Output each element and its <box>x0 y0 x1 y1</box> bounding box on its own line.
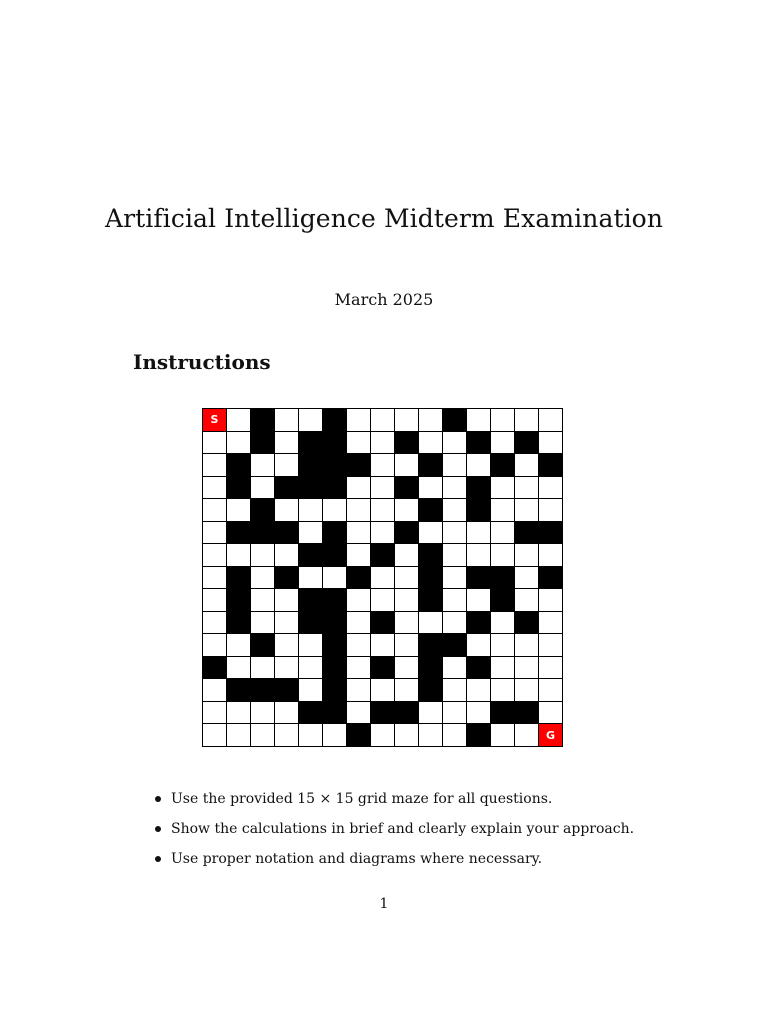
maze-wall-cell <box>419 589 443 612</box>
maze-open-cell <box>443 544 467 567</box>
maze-wall-cell <box>227 567 251 590</box>
document-date: March 2025 <box>334 290 434 309</box>
maze-open-cell <box>203 702 227 725</box>
maze-wall-cell <box>323 634 347 657</box>
maze-open-cell <box>299 567 323 590</box>
maze-grid <box>202 408 563 747</box>
maze-open-cell <box>251 612 275 635</box>
maze-open-cell <box>299 724 323 747</box>
maze-open-cell <box>227 409 251 432</box>
instruction-text: Show the calculations in brief and clearly explain your approach. <box>171 821 635 837</box>
maze-open-cell <box>491 679 515 702</box>
maze-open-cell <box>443 679 467 702</box>
maze-open-cell <box>395 657 419 680</box>
maze-wall-cell <box>275 522 299 545</box>
maze-wall-cell <box>323 454 347 477</box>
instruction-text: Use the provided 15 × 15 grid maze for all questions. <box>171 791 553 807</box>
maze-open-cell <box>443 432 467 455</box>
maze-wall-cell <box>251 499 275 522</box>
section-heading-instructions: Instructions <box>133 350 271 374</box>
maze-open-cell <box>395 454 419 477</box>
maze-open-cell <box>275 589 299 612</box>
maze-wall-cell <box>251 679 275 702</box>
maze-open-cell <box>299 679 323 702</box>
maze-wall-cell <box>491 454 515 477</box>
maze-wall-cell <box>323 522 347 545</box>
maze-open-cell <box>251 724 275 747</box>
maze-open-cell <box>395 612 419 635</box>
maze-open-cell <box>371 567 395 590</box>
maze-open-cell <box>443 702 467 725</box>
maze-open-cell <box>347 702 371 725</box>
maze-open-cell <box>371 634 395 657</box>
maze-open-cell <box>443 499 467 522</box>
maze-open-cell <box>275 702 299 725</box>
maze-wall-cell <box>491 567 515 590</box>
maze-open-cell <box>467 679 491 702</box>
maze-open-cell <box>347 432 371 455</box>
maze-wall-cell <box>467 657 491 680</box>
maze-goal-cell: G <box>539 724 563 747</box>
maze-open-cell <box>227 499 251 522</box>
maze-open-cell <box>467 589 491 612</box>
maze-open-cell <box>491 544 515 567</box>
maze-wall-cell <box>227 454 251 477</box>
maze-open-cell <box>395 499 419 522</box>
maze-wall-cell <box>419 544 443 567</box>
maze-wall-cell <box>347 454 371 477</box>
maze-open-cell <box>371 409 395 432</box>
maze-open-cell <box>515 589 539 612</box>
maze-wall-cell <box>467 612 491 635</box>
maze-open-cell <box>491 634 515 657</box>
maze-wall-cell <box>515 522 539 545</box>
maze-wall-cell <box>299 432 323 455</box>
maze-start-cell: S <box>203 409 227 432</box>
maze-wall-cell <box>227 679 251 702</box>
maze-wall-cell <box>275 679 299 702</box>
maze-open-cell <box>515 477 539 500</box>
maze-open-cell <box>395 634 419 657</box>
maze-open-cell <box>203 544 227 567</box>
maze-open-cell <box>203 454 227 477</box>
maze-open-cell <box>515 724 539 747</box>
maze-open-cell <box>251 702 275 725</box>
maze-open-cell <box>467 634 491 657</box>
maze-open-cell <box>347 657 371 680</box>
maze-open-cell <box>299 657 323 680</box>
maze-open-cell <box>371 589 395 612</box>
maze-wall-cell <box>539 522 563 545</box>
maze-wall-cell <box>251 432 275 455</box>
maze-open-cell <box>515 567 539 590</box>
instruction-item <box>153 788 634 818</box>
maze-open-cell <box>203 612 227 635</box>
maze-wall-cell <box>467 499 491 522</box>
maze-open-cell <box>371 454 395 477</box>
maze-open-cell <box>539 477 563 500</box>
maze-open-cell <box>539 634 563 657</box>
maze-wall-cell <box>539 454 563 477</box>
maze-wall-cell <box>395 522 419 545</box>
maze-wall-cell <box>395 702 419 725</box>
maze-open-cell <box>491 432 515 455</box>
maze-open-cell <box>371 724 395 747</box>
maze-wall-cell <box>323 432 347 455</box>
maze-wall-cell <box>515 432 539 455</box>
maze-open-cell <box>299 499 323 522</box>
maze-open-cell <box>515 409 539 432</box>
maze-open-cell <box>539 679 563 702</box>
maze-wall-cell <box>323 409 347 432</box>
maze-open-cell <box>395 409 419 432</box>
maze-wall-cell <box>227 477 251 500</box>
maze-wall-cell <box>323 702 347 725</box>
maze-wall-cell <box>299 589 323 612</box>
maze-open-cell <box>347 477 371 500</box>
maze-open-cell <box>299 634 323 657</box>
maze-open-cell <box>323 567 347 590</box>
maze-open-cell <box>275 657 299 680</box>
maze-wall-cell <box>299 702 323 725</box>
maze-open-cell <box>443 477 467 500</box>
maze-open-cell <box>443 612 467 635</box>
maze-open-cell <box>203 432 227 455</box>
maze-wall-cell <box>299 612 323 635</box>
maze-wall-cell <box>227 612 251 635</box>
bullet-icon <box>155 826 161 832</box>
maze-open-cell <box>251 544 275 567</box>
maze-open-cell <box>491 612 515 635</box>
maze-open-cell <box>443 657 467 680</box>
maze-wall-cell <box>323 589 347 612</box>
maze-open-cell <box>443 589 467 612</box>
instruction-item <box>153 848 634 878</box>
maze-wall-cell <box>419 679 443 702</box>
maze-wall-cell <box>467 432 491 455</box>
maze-open-cell <box>251 657 275 680</box>
maze-open-cell <box>467 544 491 567</box>
maze-wall-cell <box>515 702 539 725</box>
maze-open-cell <box>443 454 467 477</box>
maze-open-cell <box>251 477 275 500</box>
maze-wall-cell <box>251 522 275 545</box>
maze-wall-cell <box>419 634 443 657</box>
maze-wall-cell <box>491 589 515 612</box>
maze-open-cell <box>203 634 227 657</box>
maze-open-cell <box>539 589 563 612</box>
maze-wall-cell <box>227 522 251 545</box>
maze-open-cell <box>419 409 443 432</box>
document-title: Artificial Intelligence Midterm Examination <box>104 204 664 233</box>
maze-open-cell <box>347 679 371 702</box>
maze-open-cell <box>515 679 539 702</box>
maze-open-cell <box>419 432 443 455</box>
maze-wall-cell <box>299 454 323 477</box>
maze-open-cell <box>275 612 299 635</box>
maze-wall-cell <box>323 657 347 680</box>
maze-open-cell <box>347 634 371 657</box>
maze-wall-cell <box>371 612 395 635</box>
maze-open-cell <box>203 567 227 590</box>
instruction-item <box>153 818 634 848</box>
bullet-icon <box>155 796 161 802</box>
maze-open-cell <box>275 454 299 477</box>
maze-wall-cell <box>203 657 227 680</box>
maze-open-cell <box>275 432 299 455</box>
maze-open-cell <box>347 612 371 635</box>
maze-open-cell <box>203 724 227 747</box>
maze-open-cell <box>467 454 491 477</box>
maze-wall-cell <box>323 544 347 567</box>
maze-open-cell <box>347 409 371 432</box>
maze-open-cell <box>323 499 347 522</box>
maze-open-cell <box>539 409 563 432</box>
maze-open-cell <box>203 589 227 612</box>
maze-open-cell <box>539 612 563 635</box>
maze-open-cell <box>539 499 563 522</box>
maze-wall-cell <box>299 544 323 567</box>
maze-open-cell <box>371 522 395 545</box>
page-number: 1 <box>379 896 389 912</box>
maze-wall-cell <box>419 499 443 522</box>
maze-wall-cell <box>395 477 419 500</box>
maze-wall-cell <box>275 477 299 500</box>
maze-open-cell <box>491 409 515 432</box>
maze-open-cell <box>299 522 323 545</box>
instructions-list <box>153 788 634 878</box>
maze-open-cell <box>395 724 419 747</box>
maze-open-cell <box>347 544 371 567</box>
maze-open-cell <box>467 702 491 725</box>
maze-open-cell <box>227 724 251 747</box>
maze-open-cell <box>347 589 371 612</box>
maze-open-cell <box>227 657 251 680</box>
maze-open-cell <box>323 724 347 747</box>
maze-wall-cell <box>323 612 347 635</box>
maze-open-cell <box>299 409 323 432</box>
maze-open-cell <box>491 499 515 522</box>
maze-open-cell <box>515 499 539 522</box>
maze-open-cell <box>371 499 395 522</box>
maze-wall-cell <box>299 477 323 500</box>
maze-open-cell <box>395 679 419 702</box>
maze-open-cell <box>443 522 467 545</box>
maze-open-cell <box>251 454 275 477</box>
maze-open-cell <box>395 589 419 612</box>
maze-wall-cell <box>227 589 251 612</box>
maze-wall-cell <box>515 612 539 635</box>
maze-open-cell <box>203 477 227 500</box>
maze-wall-cell <box>443 634 467 657</box>
maze-wall-cell <box>371 657 395 680</box>
maze-open-cell <box>515 657 539 680</box>
maze-wall-cell <box>539 567 563 590</box>
maze-open-cell <box>515 454 539 477</box>
maze-open-cell <box>275 499 299 522</box>
maze-open-cell <box>347 522 371 545</box>
maze-open-cell <box>203 499 227 522</box>
maze-open-cell <box>443 567 467 590</box>
maze-wall-cell <box>491 702 515 725</box>
maze-wall-cell <box>251 409 275 432</box>
maze-open-cell <box>395 567 419 590</box>
maze-wall-cell <box>251 634 275 657</box>
maze-open-cell <box>203 679 227 702</box>
maze-open-cell <box>203 522 227 545</box>
maze-open-cell <box>419 477 443 500</box>
maze-open-cell <box>395 544 419 567</box>
maze-open-cell <box>467 522 491 545</box>
maze-open-cell <box>371 679 395 702</box>
maze-wall-cell <box>347 567 371 590</box>
maze-open-cell <box>371 432 395 455</box>
maze-wall-cell <box>419 567 443 590</box>
maze-wall-cell <box>443 409 467 432</box>
maze-open-cell <box>347 499 371 522</box>
maze-open-cell <box>539 702 563 725</box>
maze-open-cell <box>275 634 299 657</box>
maze-wall-cell <box>395 432 419 455</box>
maze-open-cell <box>275 544 299 567</box>
maze-open-cell <box>227 544 251 567</box>
maze-open-cell <box>275 724 299 747</box>
maze-wall-cell <box>419 454 443 477</box>
maze-open-cell <box>515 634 539 657</box>
maze-open-cell <box>419 612 443 635</box>
maze-open-cell <box>419 702 443 725</box>
maze-wall-cell <box>323 477 347 500</box>
maze-open-cell <box>419 724 443 747</box>
maze-wall-cell <box>467 724 491 747</box>
maze-open-cell <box>491 477 515 500</box>
maze-open-cell <box>227 702 251 725</box>
maze-open-cell <box>275 409 299 432</box>
maze-open-cell <box>443 724 467 747</box>
maze-wall-cell <box>371 544 395 567</box>
maze-wall-cell <box>467 567 491 590</box>
maze-open-cell <box>227 634 251 657</box>
maze-open-cell <box>539 432 563 455</box>
maze-open-cell <box>539 544 563 567</box>
maze-wall-cell <box>323 679 347 702</box>
maze-open-cell <box>491 724 515 747</box>
maze-open-cell <box>419 522 443 545</box>
maze-open-cell <box>491 522 515 545</box>
maze-wall-cell <box>419 657 443 680</box>
maze-open-cell <box>515 544 539 567</box>
maze-open-cell <box>227 432 251 455</box>
maze-open-cell <box>467 409 491 432</box>
maze-open-cell <box>539 657 563 680</box>
maze-wall-cell <box>371 702 395 725</box>
maze-wall-cell <box>347 724 371 747</box>
maze-open-cell <box>491 657 515 680</box>
maze-wall-cell <box>275 567 299 590</box>
maze-open-cell <box>251 589 275 612</box>
maze-open-cell <box>371 477 395 500</box>
maze-open-cell <box>251 567 275 590</box>
instruction-text: Use proper notation and diagrams where necessary. <box>171 851 543 867</box>
bullet-icon <box>155 856 161 862</box>
maze-wall-cell <box>467 477 491 500</box>
